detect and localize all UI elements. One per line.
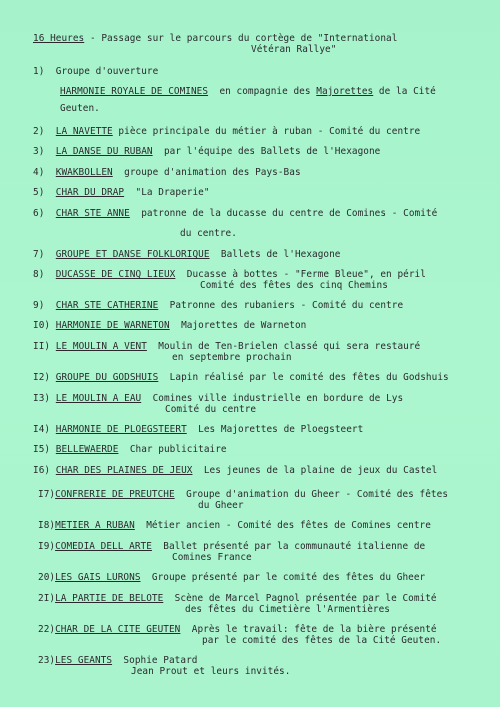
- list-item: 5) CHAR DU DRAP "La Draperie": [33, 187, 210, 198]
- list-item: 23)LES GEANTS Sophie Patard: [38, 655, 198, 666]
- list-item-detail-cont: par le comité des fêtes de la Cité Geuten.: [202, 635, 442, 646]
- item-name: CHAR STE CATHERINE: [55, 300, 159, 311]
- item-name: METIER A RUBAN: [55, 520, 135, 531]
- list-item-detail: HARMONIE ROYALE DE COMINES en compagnie des Majorettes de la Cité: [60, 86, 436, 97]
- list-item-detail-cont: du Gheer: [198, 500, 244, 511]
- list-item: I7)CONFRERIE DE PREUTCHE Groupe d'animation du Gheer - Comité des fêtes: [38, 489, 449, 500]
- item-name: CHAR DE LA CITE GEUTEN: [55, 624, 181, 635]
- header-text: - Passage sur le parcours du cortège de "International: [84, 33, 398, 44]
- list-item: I3) LE MOULIN A EAU Comines ville industrielle en bordure de Lys: [33, 393, 404, 404]
- item-name: HARMONIE DE PLOEGSTEERT: [55, 424, 187, 435]
- item-name: LA PARTIE DE BELOTE: [55, 593, 164, 604]
- item-title: Groupe d'ouverture: [55, 66, 159, 77]
- list-item-detail-cont: des fêtes du Cimetière l'Armentières: [185, 604, 390, 615]
- list-item: I5) BELLEWAERDE Char publicitaire: [33, 444, 227, 455]
- item-name: HARMONIE ROYALE DE COMINES: [60, 86, 209, 97]
- list-item-detail-cont: Jean Prout et leurs invités.: [131, 666, 291, 677]
- list-item: 2) LA NAVETTE pièce principale du métier à ruban - Comité du centre: [33, 126, 421, 137]
- list-item: 6) CHAR STE ANNE patronne de la ducasse du centre de Comines - Comité: [33, 208, 438, 219]
- list-item: 22)CHAR DE LA CITE GEUTEN Après le travail: fête de la bière présenté: [38, 624, 437, 635]
- list-item: 7) GROUPE ET DANSE FOLKLORIQUE Ballets de l'Hexagone: [33, 249, 341, 260]
- list-item: 4) KWAKBOLLEN groupe d'animation des Pays-Bas: [33, 167, 301, 178]
- item-name: LE MOULIN A VENT: [55, 341, 147, 352]
- list-item: 3) LA DANSE DU RUBAN par l'équipe des Ballets de l'Hexagone: [33, 146, 381, 157]
- item-name: CHAR STE ANNE: [55, 208, 130, 219]
- item-name: DUCASSE DE CINQ LIEUX: [55, 269, 176, 280]
- header-line-2: Vétéran Rallye": [251, 44, 337, 55]
- list-item-detail-cont: Comité du centre: [165, 404, 257, 415]
- list-item: 9) CHAR STE CATHERINE Patronne des rubaniers - Comité du centre: [33, 300, 404, 311]
- list-item: I6) CHAR DES PLAINES DE JEUX Les jeunes de la plaine de jeux du Castel: [33, 465, 438, 476]
- item-name: LES GEANTS: [55, 655, 113, 666]
- item-name: COMEDIA DELL ARTE: [55, 541, 152, 552]
- list-item-detail-cont: Geuten.: [60, 103, 100, 114]
- item-name: LE MOULIN A EAU: [55, 393, 142, 404]
- list-item: I2) GROUPE DU GODSHUIS Lapin réalisé par le comité des fêtes du Godshuis: [33, 372, 449, 383]
- list-item: [33, 66, 158, 77]
- list-item: II) LE MOULIN A VENT Moulin de Ten-Brielen classé qui sera restauré: [33, 341, 421, 352]
- item-name: GROUPE ET DANSE FOLKLORIQUE: [55, 249, 210, 260]
- item-name: LES GAIS LURONS: [55, 572, 141, 583]
- item-name: GROUPE DU GODSHUIS: [55, 372, 159, 383]
- item-name: HARMONIE DE WARNETON: [55, 320, 170, 331]
- list-item-detail-cont: du centre.: [180, 228, 237, 239]
- item-number: 1): [33, 66, 45, 77]
- item-name: LA DANSE DU RUBAN: [55, 146, 153, 157]
- list-item: 20)LES GAIS LURONS Groupe présenté par le comité des fêtes du Gheer: [38, 572, 426, 583]
- list-item: I9)COMEDIA DELL ARTE Ballet présenté par la communauté italienne de: [38, 541, 426, 552]
- item-name: KWAKBOLLEN: [55, 167, 113, 178]
- item-name: CONFRERIE DE PREUTCHE: [55, 489, 175, 500]
- item-name: BELLEWAERDE: [55, 444, 119, 455]
- header-time: 16 Heures: [33, 33, 85, 44]
- header-line-1: [33, 33, 397, 44]
- list-item: I4) HARMONIE DE PLOEGSTEERT Les Majorettes de Ploegsteert: [33, 424, 364, 435]
- list-item: 2I)LA PARTIE DE BELOTE Scène de Marcel Pagnol présentée par le Comité: [38, 593, 437, 604]
- list-item: I8)METIER A RUBAN Métier ancien - Comité des fêtes de Comines centre: [38, 520, 431, 531]
- item-name: CHAR DU DRAP: [55, 187, 125, 198]
- list-item-detail-cont: en septembre prochain: [172, 352, 292, 363]
- list-item: I0) HARMONIE DE WARNETON Majorettes de Warneton: [33, 320, 307, 331]
- item-name: CHAR DES PLAINES DE JEUX: [55, 465, 193, 476]
- list-item-detail-cont: Comines France: [172, 552, 252, 563]
- item-name: LA NAVETTE: [55, 126, 113, 137]
- list-item-detail-cont: Comité des fêtes des cinq Chemins: [200, 280, 388, 291]
- list-item: 8) DUCASSE DE CINQ LIEUX Ducasse à bottes - "Ferme Bleue", en péril: [33, 269, 426, 280]
